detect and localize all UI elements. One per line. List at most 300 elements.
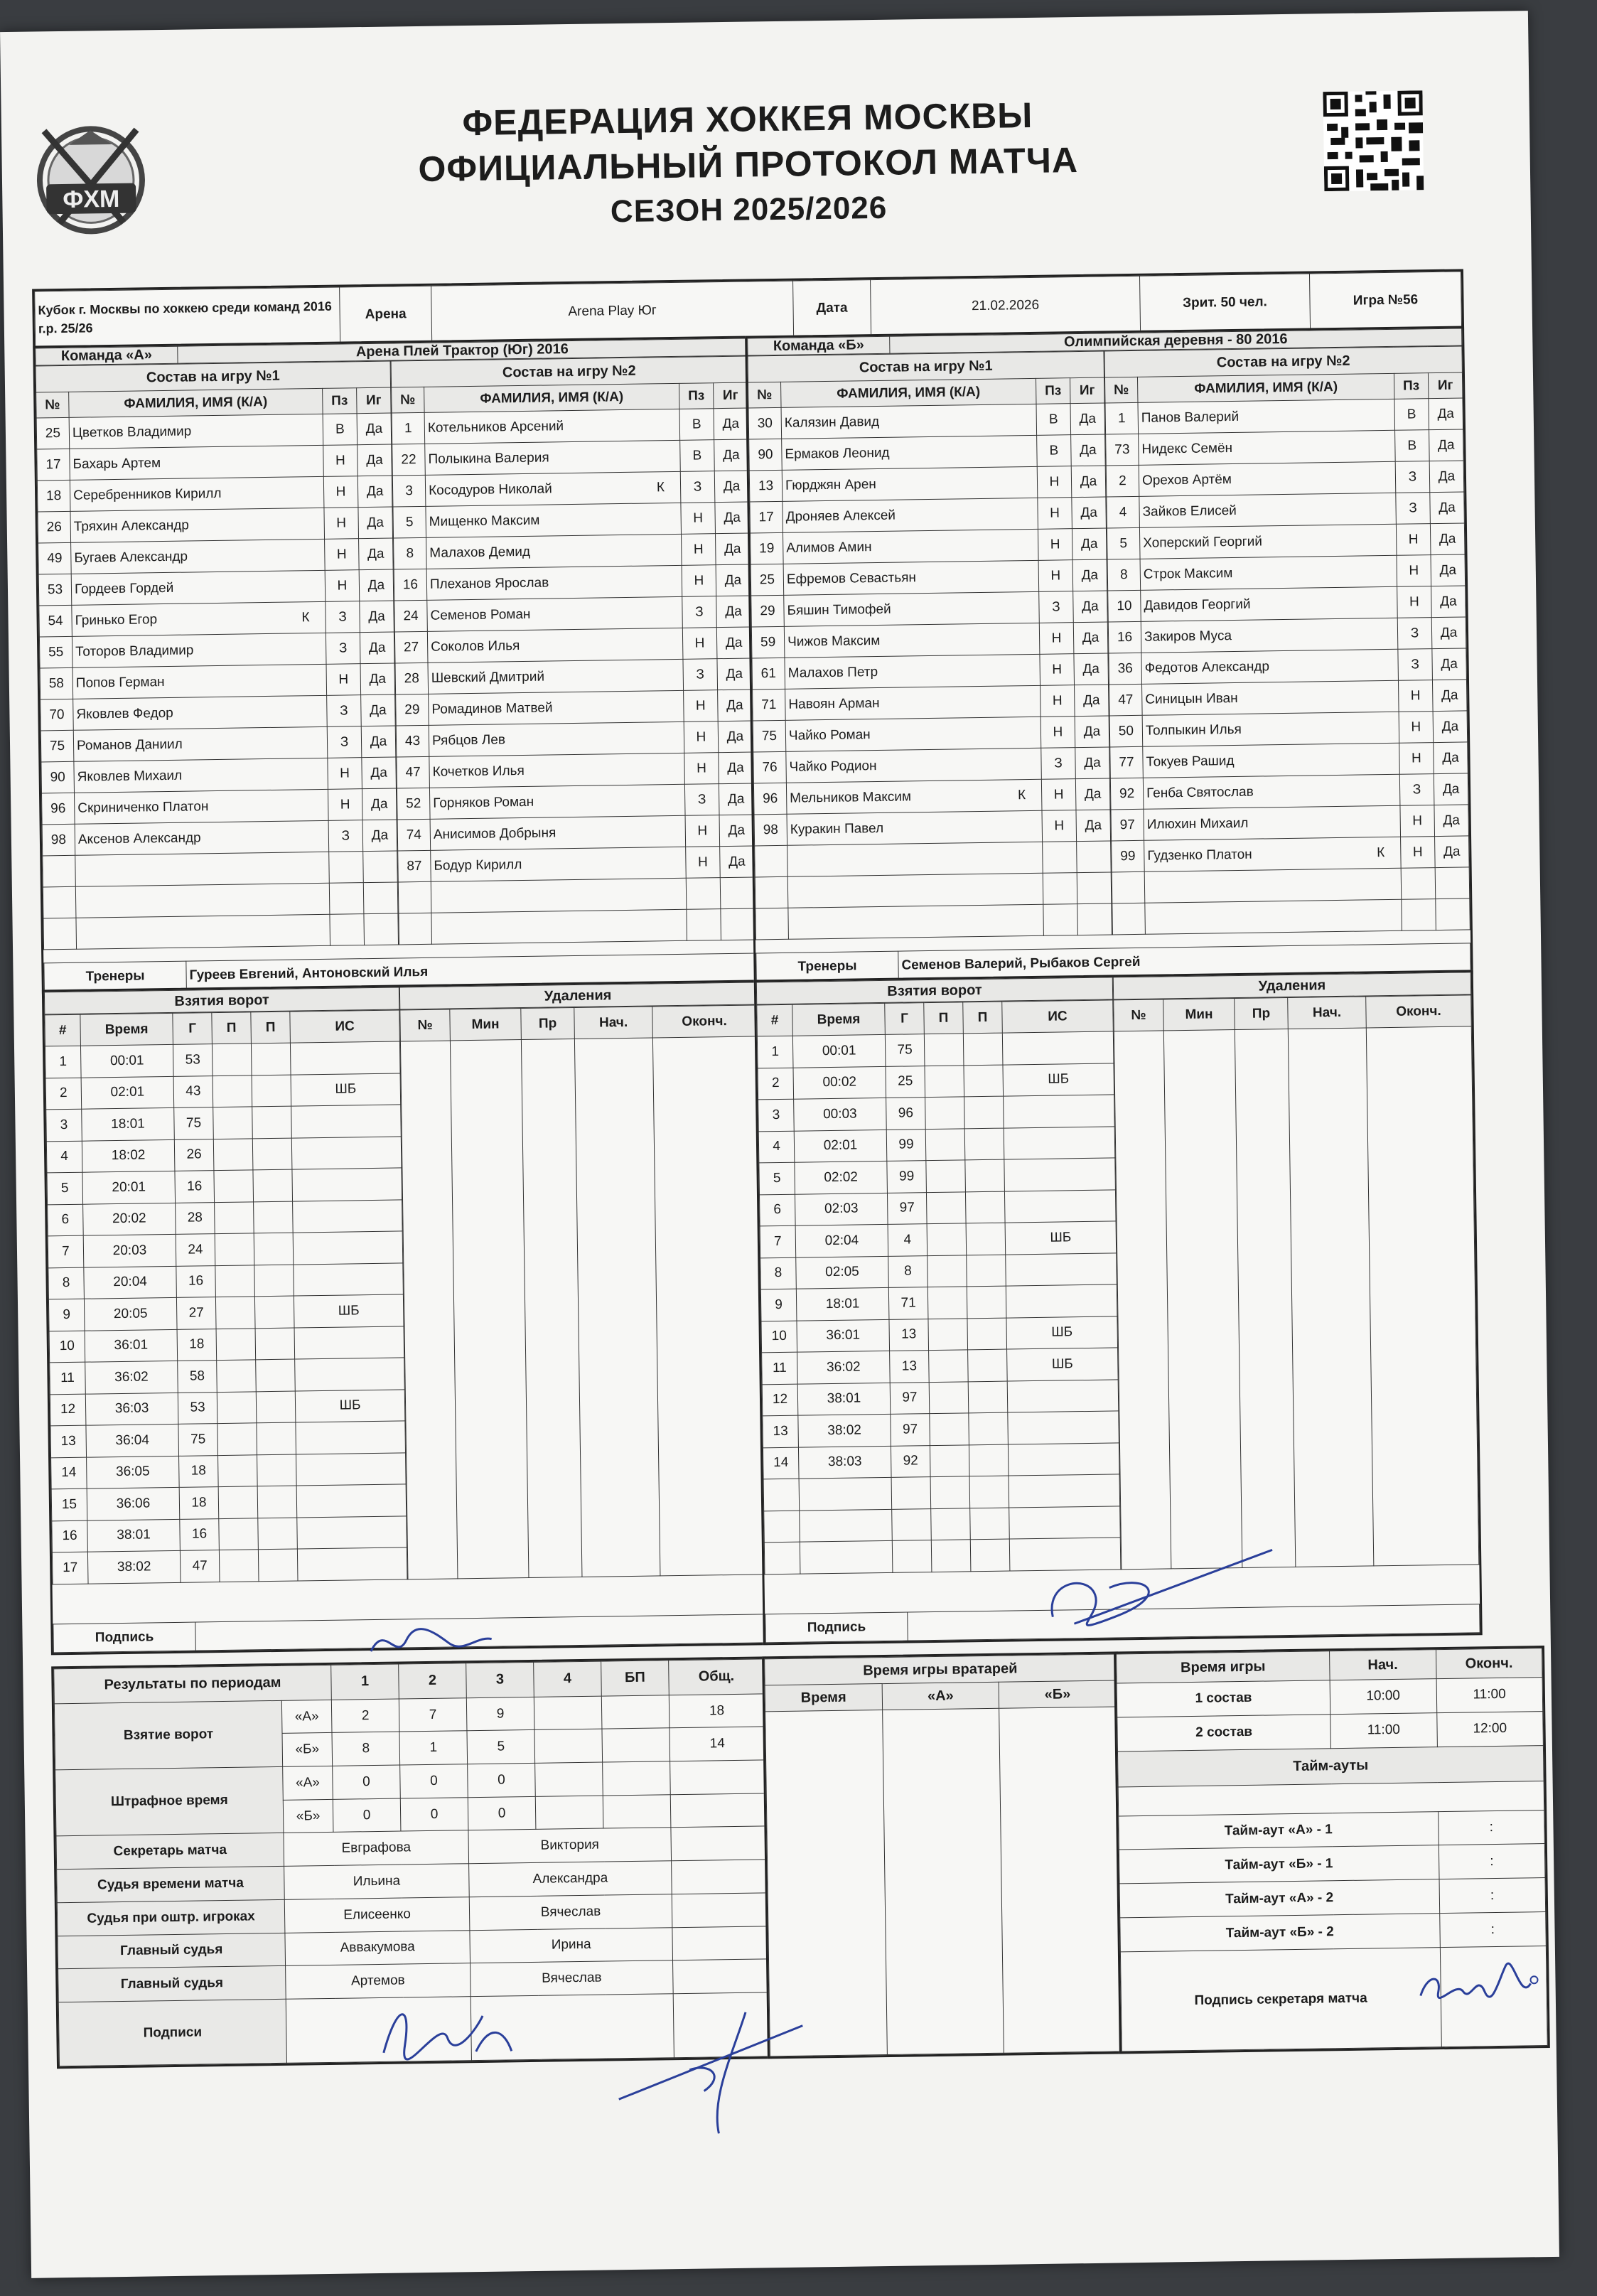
team-a-label: Команда «А» xyxy=(36,346,178,365)
player-number: 75 xyxy=(753,720,786,752)
player-row xyxy=(37,476,392,512)
team-a-goals-col-hash: # xyxy=(45,1014,81,1046)
goal-index: 4 xyxy=(758,1131,795,1163)
goalie-time-header: Время xyxy=(765,1684,882,1712)
team-a-pen-col-min: Мин xyxy=(450,1009,522,1041)
player-plays: Да xyxy=(1075,747,1110,779)
player-position: Н xyxy=(328,758,362,790)
player-position: З xyxy=(1399,774,1434,806)
player-name: Тоторов Владимир xyxy=(75,642,194,660)
goal-scorer: 75 xyxy=(178,1424,218,1456)
player-name: Ермаков Леонид xyxy=(785,445,890,462)
player-plays: Да xyxy=(719,752,753,784)
player-row xyxy=(753,778,1110,815)
official-last-1: Ильина xyxy=(284,1864,470,1899)
player-row xyxy=(398,846,755,882)
official-first-0: Виктория xyxy=(468,1828,672,1864)
goal-row xyxy=(45,1073,401,1109)
lineup1-end: 11:00 xyxy=(1436,1678,1543,1713)
player-plays: Да xyxy=(1430,492,1465,524)
player-name: Косодуров Николай xyxy=(428,481,552,498)
goal-index: 1 xyxy=(757,1036,793,1068)
player-name: Чижов Максим xyxy=(787,633,881,650)
official-role-1: Судья времени матча xyxy=(57,1866,285,1902)
player-position: Н xyxy=(323,476,358,508)
team-a-goals-col-time: Время xyxy=(80,1013,173,1046)
signature-officials-1 xyxy=(369,1987,527,2067)
player-row-empty xyxy=(755,872,1112,908)
player-position: Н xyxy=(682,565,716,597)
player-plays: Да xyxy=(1072,559,1107,591)
player-number: 47 xyxy=(397,756,430,788)
team-b-lineup1-table xyxy=(748,351,1112,940)
goal-situation: ШБ xyxy=(295,1389,405,1422)
goalie-a-header: «А» xyxy=(882,1682,999,1710)
goal-index: 12 xyxy=(50,1394,86,1426)
goal-row xyxy=(760,1221,1117,1257)
goal-scorer: 27 xyxy=(176,1297,216,1329)
player-position: Н xyxy=(1041,717,1075,749)
goal-situation xyxy=(1007,1379,1119,1412)
goal-situation xyxy=(296,1421,406,1454)
bp-header: БП xyxy=(601,1661,670,1696)
player-plays: Да xyxy=(360,632,394,664)
player-row xyxy=(1109,711,1468,747)
player-row xyxy=(42,788,397,825)
player-number: 73 xyxy=(1106,434,1139,466)
goals-a-p3: 9 xyxy=(466,1697,534,1731)
player-row xyxy=(1107,492,1465,528)
goal-index: 7 xyxy=(760,1225,796,1257)
goal-time: 20:03 xyxy=(83,1234,176,1267)
team-b-goals-col-assist1: П xyxy=(924,1002,964,1034)
official-last-0: Евграфова xyxy=(284,1830,469,1866)
goal-row xyxy=(48,1262,404,1299)
signature-officials-2 xyxy=(603,1997,819,2142)
goal-index: 9 xyxy=(760,1289,797,1321)
lineup1-label: 1 состав xyxy=(1117,1680,1330,1717)
goal-situation: ШБ xyxy=(291,1073,401,1106)
goal-situation xyxy=(291,1105,402,1138)
goal-situation: ШБ xyxy=(1007,1348,1119,1381)
goal-index: 5 xyxy=(759,1162,795,1194)
team-a-goals-col-is: ИС xyxy=(290,1010,400,1043)
player-name: Толпыкин Илья xyxy=(1145,721,1242,739)
player-plays: Да xyxy=(1431,554,1466,586)
player-name: Котельников Арсений xyxy=(427,418,564,436)
player-number: 98 xyxy=(42,824,75,856)
player-position: Н xyxy=(1399,712,1434,744)
player-name: Шевский Дмитрий xyxy=(431,669,545,686)
goal-index: 2 xyxy=(758,1068,794,1100)
player-number: 99 xyxy=(1112,840,1145,872)
player-row xyxy=(394,533,751,569)
player-number: 13 xyxy=(749,470,783,502)
goal-scorer: 99 xyxy=(886,1129,926,1161)
team-a-pen-col-num: № xyxy=(400,1009,451,1041)
pen-b-bp xyxy=(603,1795,671,1829)
player-plays: Да xyxy=(718,690,753,721)
player-row xyxy=(397,752,753,788)
player-number: 53 xyxy=(38,574,72,606)
goal-scorer: 97 xyxy=(891,1414,930,1446)
lineup2-label: 2 состав xyxy=(1117,1715,1331,1751)
goals-a-p2: 7 xyxy=(399,1697,467,1732)
player-number: 61 xyxy=(752,658,785,690)
player-position: Н xyxy=(1040,654,1075,686)
player-number: 98 xyxy=(754,814,787,846)
player-row xyxy=(1108,586,1466,622)
player-plays: Да xyxy=(1434,742,1468,774)
goal-index: 11 xyxy=(50,1362,86,1394)
team-a-goals-col-goal: Г xyxy=(173,1013,213,1045)
goal-row xyxy=(762,1348,1119,1384)
player-position: З xyxy=(1397,618,1432,650)
team-a-penalties-table xyxy=(399,1004,764,1579)
goal-time: 00:02 xyxy=(793,1066,886,1099)
player-number: 17 xyxy=(37,449,70,481)
player-plays: Да xyxy=(716,627,751,659)
player-plays: Да xyxy=(1433,711,1468,743)
player-plays: Да xyxy=(719,815,754,847)
team-a-goals-col-assist2: П xyxy=(251,1012,291,1044)
player-name: Попов Герман xyxy=(75,674,165,691)
player-name: Яковлев Федор xyxy=(76,705,173,722)
player-name: Чайко Роман xyxy=(788,726,871,744)
pen-a-label: «А» xyxy=(283,1766,333,1800)
goal-situation xyxy=(1006,1284,1117,1318)
player-captain-mark: К xyxy=(1377,844,1385,860)
logo-text: ФХМ xyxy=(63,185,120,213)
signature-team-b xyxy=(1031,1543,1288,1646)
player-name: Зайков Елисей xyxy=(1142,503,1237,520)
goal-row xyxy=(50,1389,405,1425)
goals-a-total: 18 xyxy=(669,1694,765,1729)
player-name: Синицын Иван xyxy=(1145,690,1238,707)
team-a-lineups xyxy=(33,336,758,994)
team-a-lineup1-col-play: Иг xyxy=(357,387,392,414)
pen-a-p4 xyxy=(535,1762,603,1796)
arena-value: Arena Play Юг xyxy=(431,281,794,342)
player-plays: Да xyxy=(1071,434,1106,466)
team-b-lineup2-col-pos: Пз xyxy=(1394,373,1428,399)
goal-time: 36:04 xyxy=(86,1424,179,1457)
goal-scorer: 18 xyxy=(177,1329,217,1361)
pen-a-total xyxy=(670,1760,766,1795)
player-row xyxy=(1111,805,1469,841)
goal-situation xyxy=(1004,1158,1116,1191)
team-b-pen-col-min: Мин xyxy=(1163,999,1235,1031)
player-position: Н xyxy=(1399,743,1434,775)
goal-situation: ШБ xyxy=(1006,1316,1118,1349)
player-number: 1 xyxy=(392,412,425,444)
title-federation: ФЕДЕРАЦИЯ ХОККЕЯ МОСКВЫ xyxy=(462,95,1033,144)
team-a-goals-col-assist1: П xyxy=(212,1012,252,1044)
player-position: Н xyxy=(328,789,362,821)
goal-index: 8 xyxy=(48,1267,85,1299)
goal-scorer: 96 xyxy=(886,1098,926,1130)
player-name: Панов Валерий xyxy=(1141,409,1240,426)
team-a-lineup1-col-num: № xyxy=(36,392,69,418)
player-row xyxy=(36,413,392,449)
title-protocol: ОФИЦИАЛЬНЫЙ ПРОТОКОЛ МАТЧА xyxy=(418,140,1079,189)
goal-situation xyxy=(294,1326,404,1359)
player-position: Н xyxy=(1397,586,1432,618)
goal-index: 10 xyxy=(761,1321,797,1353)
player-position: З xyxy=(1039,591,1074,623)
team-b-penalties-table xyxy=(1113,994,1479,1569)
player-name: Илюхин Михаил xyxy=(1146,815,1249,832)
player-row xyxy=(1110,742,1468,778)
player-name: Гюрджян Арен xyxy=(785,476,876,493)
goal-row xyxy=(758,1126,1115,1162)
official-last-2: Елисеенко xyxy=(284,1897,470,1933)
goal-situation xyxy=(293,1199,403,1233)
goal-scorer: 25 xyxy=(886,1066,925,1098)
player-row xyxy=(751,622,1108,658)
player-position: Н xyxy=(684,721,719,753)
goal-scorer: 53 xyxy=(173,1044,213,1076)
player-position: Н xyxy=(684,690,719,722)
team-b-lineup1-title: Состав на игру №1 xyxy=(748,351,1104,382)
player-plays: Да xyxy=(1073,622,1108,654)
player-row-empty xyxy=(398,877,755,913)
team-a-sign-label: Подпись xyxy=(53,1622,196,1653)
player-name: Закиров Муса xyxy=(1144,628,1232,645)
player-number: 58 xyxy=(40,667,73,699)
player-row xyxy=(1105,398,1463,434)
player-row xyxy=(750,497,1107,533)
goal-row xyxy=(757,1031,1114,1068)
player-position: З xyxy=(684,784,719,816)
goal-row xyxy=(760,1284,1117,1321)
player-position: Н xyxy=(324,539,359,571)
team-a-lineup2-col-num: № xyxy=(392,387,424,413)
goal-situation xyxy=(1008,1442,1119,1476)
player-row xyxy=(392,439,749,476)
official-first-1: Александра xyxy=(469,1861,672,1897)
goal-index: 6 xyxy=(48,1204,84,1236)
player-row-empty xyxy=(1112,898,1470,935)
player-number: 29 xyxy=(751,595,785,627)
goal-time: 36:05 xyxy=(87,1456,180,1488)
goal-time: 00:01 xyxy=(80,1044,173,1077)
pen-a-p3: 0 xyxy=(468,1763,536,1797)
player-plays: Да xyxy=(1434,836,1469,868)
official-first-3: Ирина xyxy=(470,1927,673,1963)
goal-situation xyxy=(1002,1031,1114,1065)
player-number: 28 xyxy=(395,662,429,694)
player-plays: Да xyxy=(1434,805,1469,837)
player-row xyxy=(39,601,394,637)
team-a-lineup2-col-pos: Пз xyxy=(679,383,713,409)
player-name: Гордеев Гордей xyxy=(74,580,174,597)
player-position: Н xyxy=(1398,680,1433,712)
player-plays: Да xyxy=(716,564,751,596)
player-number: 87 xyxy=(398,850,431,882)
player-plays: Да xyxy=(1430,523,1465,555)
goal-time: 38:02 xyxy=(87,1550,181,1583)
goal-time: 36:01 xyxy=(85,1329,178,1362)
goal-time: 36:01 xyxy=(797,1319,890,1352)
goal-index: 13 xyxy=(763,1415,799,1447)
player-position: Н xyxy=(1396,524,1431,556)
player-position: Н xyxy=(1040,685,1075,717)
goal-scorer: 18 xyxy=(179,1487,219,1519)
player-row xyxy=(1112,836,1470,872)
player-number: 3 xyxy=(392,475,426,507)
pen-b-p1: 0 xyxy=(333,1798,401,1833)
goal-row xyxy=(758,1095,1115,1131)
goals-a-bp xyxy=(601,1695,670,1729)
goals-b-p1: 8 xyxy=(332,1732,400,1766)
goalie-b-header: «Б» xyxy=(999,1680,1116,1708)
player-position: Н xyxy=(681,503,716,535)
goal-row xyxy=(46,1136,402,1172)
player-number: 2 xyxy=(1106,465,1139,497)
player-name: Плеханов Ярослав xyxy=(429,574,549,592)
player-position: Н xyxy=(1039,623,1074,655)
player-position: Н xyxy=(682,628,717,660)
player-plays: Да xyxy=(357,444,392,476)
signature-secretary xyxy=(1413,1951,1542,2017)
game-number: Игра №56 xyxy=(1309,272,1461,330)
goal-situation xyxy=(295,1358,405,1391)
player-number: 5 xyxy=(393,506,426,538)
player-plays: Да xyxy=(715,533,750,565)
player-name: Гудзенко Платон xyxy=(1147,847,1252,864)
goal-row xyxy=(759,1189,1116,1225)
player-position: З xyxy=(1041,748,1076,780)
goal-row xyxy=(45,1041,400,1078)
timeout-a1-time: : xyxy=(1438,1810,1544,1845)
player-plays: Да xyxy=(1431,586,1466,618)
player-number: 96 xyxy=(753,783,787,815)
goal-time: 20:01 xyxy=(82,1171,176,1203)
player-name: Рябцов Лев xyxy=(431,731,506,749)
player-row xyxy=(393,502,750,538)
team-a-events xyxy=(42,980,768,1655)
goal-row xyxy=(51,1452,407,1488)
team-b-events xyxy=(754,970,1483,1645)
team-b-lineup1-col-pos: Пз xyxy=(1036,378,1070,404)
player-row xyxy=(396,721,753,757)
player-position: Н xyxy=(685,815,720,847)
player-number: 10 xyxy=(1108,590,1141,622)
player-plays: Да xyxy=(1073,591,1108,623)
goal-row xyxy=(50,1421,406,1457)
team-b-goals-col-time: Время xyxy=(792,1003,886,1036)
team-b-penalties-header: Удаления xyxy=(1113,972,1470,999)
player-plays: Да xyxy=(362,788,397,820)
player-position: Н xyxy=(324,508,359,540)
player-number: 8 xyxy=(1107,559,1141,591)
goal-scorer: 28 xyxy=(176,1202,215,1234)
player-row xyxy=(1107,554,1466,591)
timeout-b1: Тайм-аут «Б» - 1 xyxy=(1119,1845,1439,1884)
player-number: 74 xyxy=(397,819,431,851)
goal-row xyxy=(52,1547,407,1584)
player-name: Малахов Петр xyxy=(787,664,878,681)
page-title xyxy=(214,89,1282,240)
player-position: В xyxy=(680,440,715,472)
player-plays: Да xyxy=(720,846,755,878)
team-b-name: Олимпийская деревня - 80 2016 xyxy=(890,328,1462,353)
player-name: Нидекс Семён xyxy=(1141,440,1233,457)
goal-index: 7 xyxy=(48,1235,84,1267)
player-position: З xyxy=(327,726,362,758)
team-b-sign-label: Подпись xyxy=(765,1612,908,1643)
player-row xyxy=(748,403,1105,439)
player-position: Н xyxy=(686,847,721,879)
goals-label: Взятие ворот xyxy=(54,1700,282,1770)
official-last-4: Артемов xyxy=(286,1963,471,1999)
goal-index: 8 xyxy=(760,1257,797,1289)
player-position: Н xyxy=(1038,529,1072,561)
timeout-b1-time: : xyxy=(1439,1844,1545,1879)
player-plays: Да xyxy=(1070,403,1105,435)
goal-situation xyxy=(1006,1252,1117,1286)
player-row xyxy=(749,434,1106,471)
player-row-empty xyxy=(43,882,398,918)
goal-time: 02:01 xyxy=(81,1076,174,1109)
player-name: Гринько Егор xyxy=(75,611,158,628)
pen-b-total xyxy=(670,1793,766,1828)
team-a-lineup2-title: Состав на игру №2 xyxy=(391,356,747,387)
player-position: Н xyxy=(325,570,360,602)
player-row xyxy=(396,690,753,726)
player-name: Алимов Амин xyxy=(786,539,872,556)
player-row-empty xyxy=(399,908,756,945)
player-row xyxy=(38,538,394,574)
team-a-lineup2-col-play: Иг xyxy=(713,382,748,409)
signatures-label: Подписи xyxy=(58,1999,286,2066)
goal-time: 02:04 xyxy=(795,1224,888,1257)
player-row xyxy=(751,591,1108,627)
player-row xyxy=(41,726,396,762)
player-name: Малахов Демид xyxy=(429,544,531,561)
goal-time: 36:06 xyxy=(87,1487,180,1520)
goal-index: 9 xyxy=(48,1299,85,1331)
player-number: 17 xyxy=(750,501,783,533)
player-row xyxy=(749,466,1106,502)
goal-scorer: 16 xyxy=(175,1171,215,1203)
player-number: 18 xyxy=(37,480,70,512)
player-number: 24 xyxy=(394,600,428,632)
team-b-label: Команда «Б» xyxy=(748,336,890,355)
date-value: 21.02.2026 xyxy=(871,276,1141,336)
team-b-lineup1-col-num: № xyxy=(748,382,781,408)
goal-scorer: 99 xyxy=(887,1161,927,1193)
player-position: Н xyxy=(1400,837,1435,869)
goal-scorer: 92 xyxy=(891,1445,930,1477)
player-plays: Да xyxy=(717,658,752,690)
player-position: В xyxy=(679,409,714,441)
player-row xyxy=(752,653,1109,690)
player-position: Н xyxy=(1400,805,1435,837)
goal-scorer: 13 xyxy=(889,1319,929,1351)
official-first-2: Вячеслав xyxy=(469,1894,672,1931)
player-row xyxy=(38,569,394,606)
team-a-coaches: Гуреев Евгений, Антоновский Илья xyxy=(186,953,756,989)
goal-situation xyxy=(290,1041,400,1075)
goal-row xyxy=(763,1442,1119,1479)
player-row xyxy=(37,444,392,481)
player-row xyxy=(750,528,1107,564)
timeout-a2: Тайм-аут «А» - 2 xyxy=(1119,1879,1439,1918)
team-b-goals-col-is: ИС xyxy=(1002,1000,1114,1033)
player-position: З xyxy=(680,471,715,503)
